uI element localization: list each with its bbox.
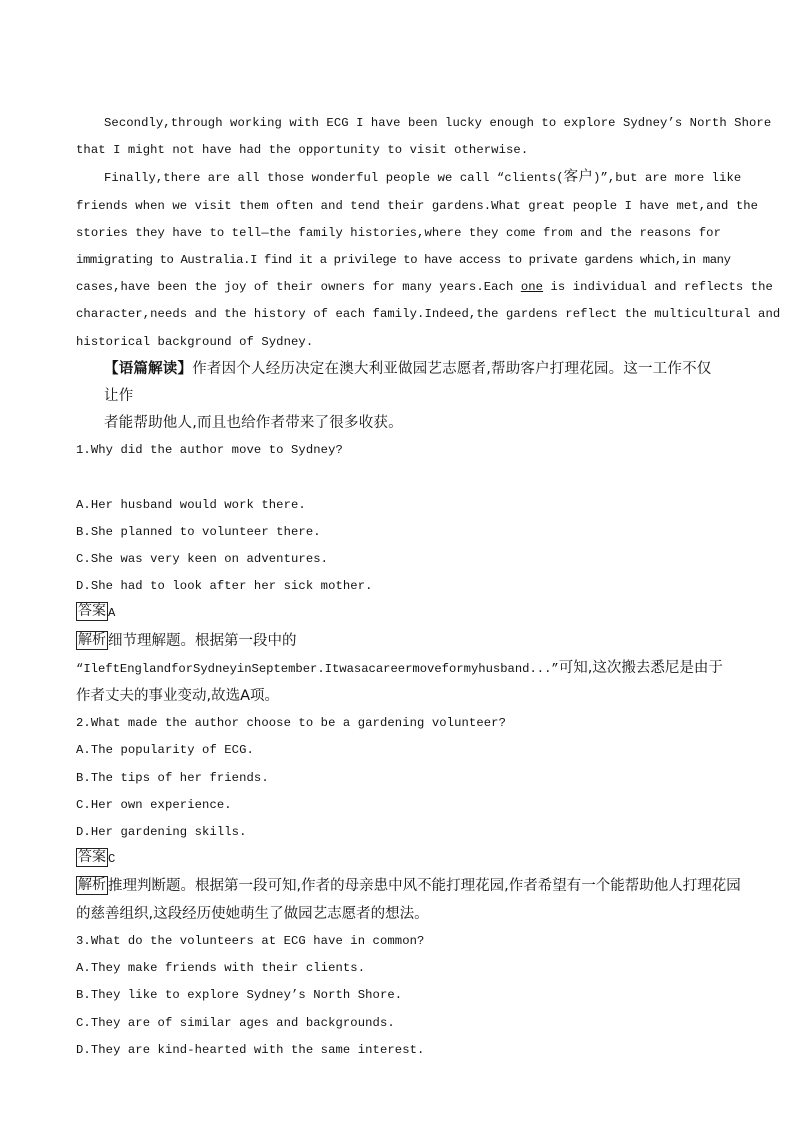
passage-para3-line1 <box>76 164 742 192</box>
question-1-blank-space <box>76 465 718 492</box>
document-page <box>76 110 781 1064</box>
passage-para3-line1-cjk: 客户 <box>563 169 594 186</box>
analysis-label-box: 解析 <box>78 877 106 894</box>
question-2-stem: 2.What made the author choose to be a gardening volunteer? <box>76 716 506 731</box>
question-1-stem: 1.Why did the author move to Sydney? <box>76 443 343 458</box>
question-2-answer <box>76 846 718 873</box>
reading-note-line2: 者能帮助他人,而且也给作者带来了很多收获。 <box>104 415 403 432</box>
reading-note-label: 【语篇解读】 <box>104 360 193 377</box>
question-1-analysis-line1 <box>76 628 718 655</box>
question-3-option-b: B.They like to explore Sydney’s North Shore. <box>76 988 403 1003</box>
answer-label-box: 答案 <box>78 849 106 866</box>
question-2-option-b: B.The tips of her friends. <box>76 770 269 785</box>
question-2-option-c: C.Her own experience. <box>76 797 232 812</box>
question-3-stem: 3.What do the volunteers at ECG have in common? <box>76 933 425 948</box>
passage-para3-line5-a: cases,have been the joy of their owners for many years.Each <box>76 280 514 295</box>
passage-para3-line6: character,needs and the history of each family.Indeed,the gardens reflect the multicultural and <box>76 307 781 322</box>
passage-para3-line1-a: Finally,there are all those wonderful people we call “clients( <box>104 171 564 186</box>
question-1-option-a: A.Her husband would work there. <box>76 497 306 512</box>
passage-para3-line1-b: )”,but are more like <box>593 171 742 186</box>
question-2-answer-value: C <box>108 852 116 867</box>
question-1-option-b: B.She planned to volunteer there. <box>76 524 321 539</box>
question-1-analysis-text2: 可知,这次搬去悉尼是由于 <box>558 659 723 676</box>
question-1-answer <box>76 600 718 627</box>
answer-label-box: 答案 <box>78 603 106 620</box>
question-3-option-a: A.They make friends with their clients. <box>76 961 366 976</box>
question-2-option-d: D.Her gardening skills. <box>76 825 247 840</box>
passage-para2-line2: that I might not have had the opportunity to visit otherwise. <box>76 143 529 158</box>
passage-para3-line7: historical background of Sydney. <box>76 334 314 349</box>
question-3-option-c: C.They are of similar ages and backgrounds. <box>76 1015 395 1030</box>
passage-para3-line5-end: is individual and reflects the <box>550 280 773 295</box>
question-1-analysis-text1: 细节理解题。根据第一段中的 <box>108 632 297 649</box>
question-1-answer-value: A <box>108 606 116 621</box>
passage-para2-line1: Secondly,through working with ECG I have been lucky enough to explore Sydney’s North Shore <box>104 116 772 130</box>
question-1-option-c: C.She was very keen on adventures. <box>76 552 329 567</box>
reading-note-text1: 作者因个人经历决定在澳大利亚做园艺志愿者,帮助客户打理花园。这一工作不仅让作 <box>104 360 712 405</box>
passage-para3-line5 <box>76 274 773 301</box>
question-2-option-a: A.The popularity of ECG. <box>76 743 254 758</box>
passage-underlined-word: one <box>520 280 544 295</box>
question-3-option-d: D.They are kind-hearted with the same interest. <box>76 1042 425 1057</box>
question-1-analysis-line2 <box>76 655 723 683</box>
question-1-analysis-quote: “IleftEnglandforSydneyinSeptember.Itwasacareermoveformyhusband...” <box>76 661 559 676</box>
question-2-analysis-text1: 推理判断题。根据第一段可知,作者的母亲患中风不能打理花园,作者希望有一个能帮助他人打理花园 <box>108 878 741 895</box>
analysis-label-box: 解析 <box>78 631 106 648</box>
question-2-analysis-line2: 的慈善组织,这段经历使她萌生了做园艺志愿者的想法。 <box>76 905 429 922</box>
passage-para3-line4: immigrating to Australia.I find it a privilege to have access to private gardens which,in many <box>76 253 731 268</box>
question-1-option-d: D.She had to look after her sick mother. <box>76 579 373 594</box>
question-2-analysis-line1 <box>76 873 741 900</box>
question-1-analysis-line3: 作者丈夫的事业变动,故选A项。 <box>76 688 280 705</box>
reading-note-line1 <box>76 356 718 410</box>
passage-para3-line3: stories they have to tell—the family histories,where they come from and the reasons for <box>76 225 721 240</box>
passage-para3-line2: friends when we visit them often and tend their gardens.What great people I have met,and the <box>76 198 759 213</box>
